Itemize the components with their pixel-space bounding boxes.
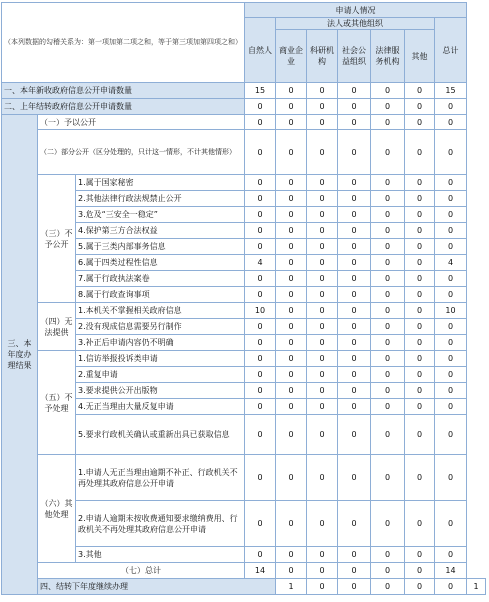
cell-value: 0: [338, 130, 371, 175]
cell-value: 0: [338, 415, 371, 455]
cell-value: 0: [405, 335, 435, 351]
row-label: 四、结转下年度继续办理: [38, 579, 276, 595]
cell-value: 0: [405, 191, 435, 207]
cell-value: 0: [435, 351, 467, 367]
cell-value: 0: [371, 207, 405, 223]
cell-value: 0: [435, 115, 467, 130]
table-note: （本列数据的勾稽关系为：第一项加第二项之和，等于第三项加第四项之和）: [2, 3, 245, 83]
cell-value: 0: [371, 399, 405, 415]
cell-value: 0: [276, 175, 307, 191]
cell-value: 0: [371, 501, 405, 547]
cell-value: 0: [405, 383, 435, 399]
group-label: （五）不予处理: [38, 351, 76, 455]
cell-value: 0: [435, 175, 467, 191]
row-label: （一）予以公开: [38, 115, 245, 130]
cell-value: 0: [338, 99, 371, 115]
cell-value: 0: [405, 501, 435, 547]
gov-info-disclosure-table: [1, 2, 486, 595]
cell-value: 0: [435, 367, 467, 383]
cell-value: 0: [245, 115, 276, 130]
legal-and-other-header: 法人或其他组织: [276, 18, 435, 30]
cell-value: 4: [435, 255, 467, 271]
cell-value: 0: [276, 223, 307, 239]
cell-value: 0: [435, 399, 467, 415]
cell-value: 1: [276, 579, 307, 595]
row-label: 3.补正后申请内容仍不明确: [76, 335, 245, 351]
row-label: 1.本机关不掌握相关政府信息: [76, 303, 245, 319]
table-row: [2, 563, 486, 579]
cell-value: 14: [245, 563, 276, 579]
cell-value: 0: [307, 399, 338, 415]
cell-value: 0: [405, 207, 435, 223]
cell-value: 0: [338, 455, 371, 501]
cell-value: 0: [276, 415, 307, 455]
cell-value: 0: [435, 383, 467, 399]
row-label: 2.没有现成信息需要另行制作: [76, 319, 245, 335]
cell-value: 0: [371, 351, 405, 367]
cell-value: 0: [245, 501, 276, 547]
table-row: [2, 130, 486, 175]
cell-value: 0: [405, 351, 435, 367]
cell-value: 0: [405, 287, 435, 303]
cell-value: 0: [338, 351, 371, 367]
cell-value: 0: [371, 303, 405, 319]
row-label: 1.信访举报投诉类申请: [76, 351, 245, 367]
cell-value: 0: [435, 271, 467, 287]
cell-value: 0: [435, 239, 467, 255]
row-label: 8.属于行政查询事项: [76, 287, 245, 303]
cell-value: 0: [371, 563, 405, 579]
cell-value: 0: [338, 255, 371, 271]
cell-value: 0: [435, 415, 467, 455]
group-label: （六）其他处理: [38, 455, 76, 563]
cell-value: 0: [405, 99, 435, 115]
cell-value: 0: [338, 399, 371, 415]
cell-value: 0: [405, 223, 435, 239]
cell-value: 0: [338, 501, 371, 547]
cell-value: 0: [245, 455, 276, 501]
cell-value: 0: [338, 367, 371, 383]
cell-value: 0: [338, 115, 371, 130]
cell-value: 0: [338, 563, 371, 579]
cell-value: 0: [307, 455, 338, 501]
cell-value: 0: [245, 175, 276, 191]
row-label: 1.申请人无正当理由逾期不补正、行政机关不再处理其政府信息公开申请: [76, 455, 245, 501]
row-label: 2.申请人逾期未按收费通知要求缴纳费用、行政机关不再处理其政府信息公开申请: [76, 501, 245, 547]
cell-value: 0: [307, 501, 338, 547]
cell-value: 0: [338, 207, 371, 223]
cell-value: 0: [307, 130, 338, 175]
cell-value: 14: [435, 563, 467, 579]
cell-value: 0: [276, 191, 307, 207]
natural-person-header: 自然人: [245, 18, 276, 83]
applicant-status-header: 申请人情况: [245, 3, 467, 18]
research-header: 科研机构: [307, 30, 338, 83]
cell-value: 0: [371, 115, 405, 130]
table-row: [2, 115, 486, 130]
cell-value: 0: [307, 383, 338, 399]
cell-value: 0: [276, 303, 307, 319]
cell-value: 0: [338, 383, 371, 399]
cell-value: 0: [405, 239, 435, 255]
cell-value: 0: [245, 223, 276, 239]
row-label: 二、上年结转政府信息公开申请数量: [2, 99, 245, 115]
row-label: 3.其他: [76, 547, 245, 563]
cell-value: 0: [371, 579, 405, 595]
group-label: （三）不予公开: [38, 175, 76, 303]
cell-value: 0: [435, 191, 467, 207]
cell-value: 0: [276, 83, 307, 99]
cell-value: 0: [276, 319, 307, 335]
cell-value: 0: [245, 207, 276, 223]
cell-value: 0: [371, 547, 405, 563]
cell-value: 0: [307, 207, 338, 223]
cell-value: 0: [245, 191, 276, 207]
cell-value: 0: [276, 99, 307, 115]
cell-value: 0: [307, 271, 338, 287]
cell-value: 0: [371, 335, 405, 351]
group-label: （四）无法提供: [38, 303, 76, 351]
table-row: [2, 175, 486, 191]
cell-value: 0: [338, 303, 371, 319]
row-label: 2.重复申请: [76, 367, 245, 383]
cell-value: 0: [338, 191, 371, 207]
cell-value: 0: [338, 271, 371, 287]
cell-value: 0: [405, 175, 435, 191]
row-label: 5.属于三类内部事务信息: [76, 239, 245, 255]
cell-value: 0: [307, 367, 338, 383]
cell-value: 0: [338, 239, 371, 255]
row-label: （二）部分公开（区分处理的，只计这一情形，不计其他情形）: [38, 130, 245, 175]
cell-value: 0: [338, 319, 371, 335]
cell-value: 0: [371, 415, 405, 455]
cell-value: 0: [338, 579, 371, 595]
cell-value: 0: [307, 115, 338, 130]
cell-value: 0: [276, 547, 307, 563]
cell-value: 0: [435, 579, 467, 595]
cell-value: 0: [276, 399, 307, 415]
row-label: 3.要求提供公开出版物: [76, 383, 245, 399]
cell-value: 0: [245, 383, 276, 399]
cell-value: 0: [405, 399, 435, 415]
cell-value: 0: [338, 223, 371, 239]
row-label: 4.无正当理由大量反复申请: [76, 399, 245, 415]
cell-value: 0: [245, 367, 276, 383]
cell-value: 0: [276, 501, 307, 547]
cell-value: 0: [371, 455, 405, 501]
cell-value: 0: [405, 319, 435, 335]
cell-value: 0: [276, 287, 307, 303]
cell-value: 0: [338, 335, 371, 351]
cell-value: 0: [245, 399, 276, 415]
row-label: （七）总计: [38, 563, 245, 579]
cell-value: 0: [435, 501, 467, 547]
cell-value: 0: [245, 319, 276, 335]
cell-value: 0: [371, 255, 405, 271]
cell-value: 0: [245, 271, 276, 287]
cell-value: 15: [435, 83, 467, 99]
cell-value: 0: [276, 367, 307, 383]
cell-value: 0: [245, 547, 276, 563]
other-header: 其他: [405, 30, 435, 83]
cell-value: 0: [435, 335, 467, 351]
table-row: [2, 579, 486, 595]
cell-value: 0: [371, 99, 405, 115]
cell-value: 0: [245, 335, 276, 351]
cell-value: 0: [435, 207, 467, 223]
cell-value: 0: [405, 547, 435, 563]
cell-value: 0: [276, 563, 307, 579]
commercial-header: 商业企业: [276, 30, 307, 83]
report-table-container: [1, 2, 488, 596]
cell-value: 0: [435, 223, 467, 239]
cell-value: 0: [276, 335, 307, 351]
cell-value: 0: [435, 455, 467, 501]
legal-service-header: 法律服务机构: [371, 30, 405, 83]
total-header: 总计: [435, 18, 467, 83]
table-row: [2, 83, 486, 99]
cell-value: 0: [307, 319, 338, 335]
cell-value: 0: [307, 303, 338, 319]
cell-value: 0: [338, 287, 371, 303]
cell-value: 0: [276, 130, 307, 175]
cell-value: 0: [276, 207, 307, 223]
cell-value: 0: [405, 415, 435, 455]
cell-value: 0: [307, 175, 338, 191]
cell-value: 0: [405, 367, 435, 383]
row-label: 3.危及“三安全一稳定”: [76, 207, 245, 223]
cell-value: 0: [245, 99, 276, 115]
cell-value: 0: [371, 175, 405, 191]
cell-value: 0: [405, 271, 435, 287]
table-row: [2, 99, 486, 115]
cell-value: 0: [405, 303, 435, 319]
cell-value: 15: [245, 83, 276, 99]
cell-value: 0: [371, 271, 405, 287]
cell-value: 0: [276, 115, 307, 130]
row-label: 一、本年新收政府信息公开申请数量: [2, 83, 245, 99]
cell-value: 0: [371, 130, 405, 175]
cell-value: 0: [307, 191, 338, 207]
cell-value: 0: [371, 287, 405, 303]
cell-value: 0: [405, 455, 435, 501]
cell-value: 0: [338, 83, 371, 99]
table-row: [2, 351, 486, 367]
cell-value: 0: [307, 83, 338, 99]
cell-value: 10: [435, 303, 467, 319]
cell-value: 0: [371, 319, 405, 335]
cell-value: 0: [307, 351, 338, 367]
cell-value: 0: [245, 239, 276, 255]
cell-value: 0: [245, 351, 276, 367]
row-label: 1.属于国家秘密: [76, 175, 245, 191]
cell-value: 0: [371, 191, 405, 207]
row-label: 6.属于四类过程性信息: [76, 255, 245, 271]
section3-label: 三、本年度办理结果: [2, 115, 38, 595]
cell-value: 0: [338, 547, 371, 563]
cell-value: 0: [371, 239, 405, 255]
header-row-1: [2, 3, 486, 18]
cell-value: 0: [405, 130, 435, 175]
cell-value: 10: [245, 303, 276, 319]
cell-value: 0: [371, 383, 405, 399]
cell-value: 0: [307, 223, 338, 239]
cell-value: 0: [307, 547, 338, 563]
cell-value: 0: [405, 255, 435, 271]
table-row: [2, 455, 486, 501]
cell-value: 0: [276, 351, 307, 367]
cell-value: 0: [435, 287, 467, 303]
cell-value: 0: [276, 239, 307, 255]
row-label: 5.要求行政机关确认或重新出具已获取信息: [76, 415, 245, 455]
cell-value: 0: [245, 415, 276, 455]
cell-value: 0: [435, 130, 467, 175]
row-label: 2.其他法律行政法规禁止公开: [76, 191, 245, 207]
cell-value: 0: [307, 255, 338, 271]
social-welfare-header: 社会公益组织: [338, 30, 371, 83]
cell-value: 0: [307, 239, 338, 255]
cell-value: 0: [307, 287, 338, 303]
cell-value: 0: [371, 83, 405, 99]
cell-value: 0: [307, 99, 338, 115]
cell-value: 0: [276, 255, 307, 271]
cell-value: 1: [467, 579, 486, 595]
row-label: 7.属于行政执法案卷: [76, 271, 245, 287]
cell-value: 0: [245, 287, 276, 303]
table-row: [2, 303, 486, 319]
cell-value: 0: [435, 319, 467, 335]
cell-value: 0: [405, 563, 435, 579]
cell-value: 0: [245, 130, 276, 175]
cell-value: 0: [435, 547, 467, 563]
row-label: 4.保护第三方合法权益: [76, 223, 245, 239]
cell-value: 0: [276, 455, 307, 501]
cell-value: 0: [405, 83, 435, 99]
cell-value: 0: [405, 115, 435, 130]
cell-value: 0: [276, 383, 307, 399]
cell-value: 4: [245, 255, 276, 271]
cell-value: 0: [371, 367, 405, 383]
cell-value: 0: [307, 563, 338, 579]
cell-value: 0: [307, 415, 338, 455]
cell-value: 0: [307, 335, 338, 351]
cell-value: 0: [338, 175, 371, 191]
cell-value: 0: [371, 223, 405, 239]
cell-value: 0: [405, 579, 435, 595]
cell-value: 0: [276, 271, 307, 287]
cell-value: 0: [435, 99, 467, 115]
cell-value: 0: [307, 579, 338, 595]
